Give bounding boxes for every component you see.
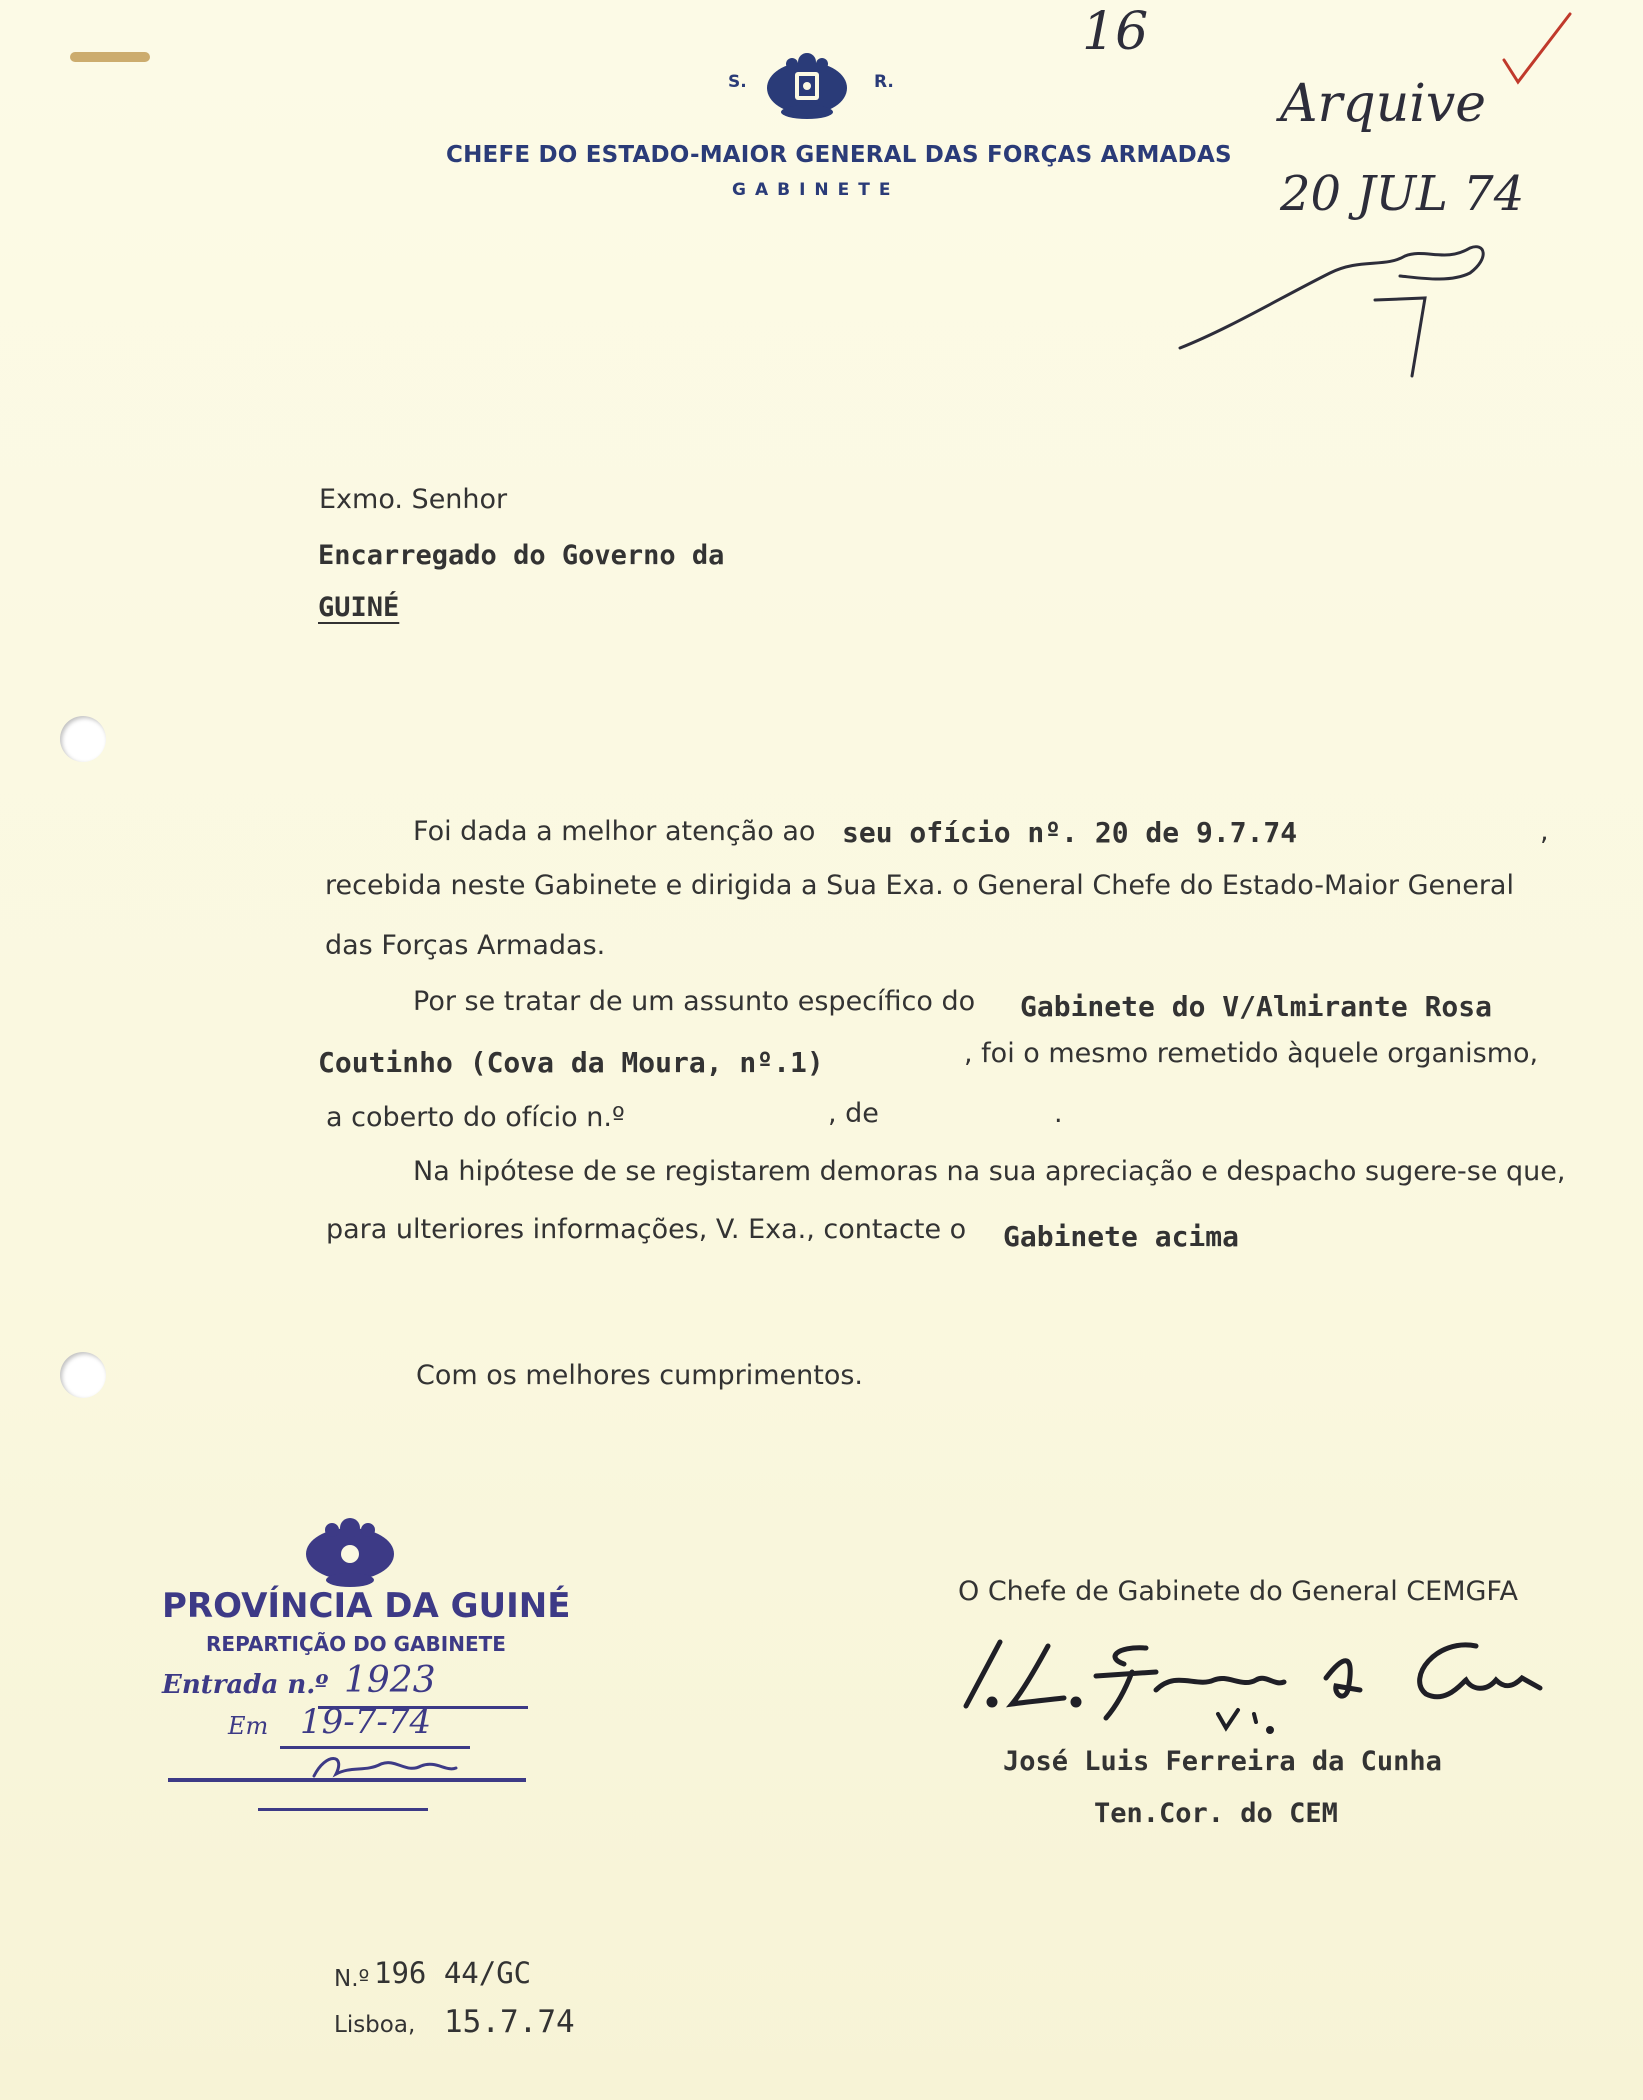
footer-number-value: 196 44/GC — [374, 1956, 532, 1990]
margin-note-line1: Arquive — [1280, 74, 1486, 134]
stamp-department: REPARTIÇÃO DO GABINETE — [206, 1632, 506, 1656]
letterhead-right-letter: R. — [874, 72, 894, 92]
stamp-province: PROVÍNCIA DA GUINÉ — [162, 1586, 571, 1626]
handwritten-signature — [956, 1618, 1556, 1738]
footer-number-label: N.º — [334, 1966, 370, 1992]
punch-hole-top — [60, 716, 106, 762]
body-p2-cover: a coberto do ofício n.º — [326, 1102, 625, 1133]
handwritten-page-number: 16 — [1082, 2, 1149, 62]
stamp-date-value: 19-7-74 — [300, 1702, 432, 1742]
body-p2-of: , de — [828, 1098, 879, 1129]
letterhead-subtitle: GABINETE — [732, 180, 900, 200]
body-p2-office: Gabinete do V/Almirante Rosa — [1020, 990, 1493, 1023]
footer-date-value: 15.7.74 — [444, 2004, 575, 2040]
punch-hole-bottom — [60, 1352, 106, 1398]
signature-role: O Chefe de Gabinete do General CEMGFA — [958, 1576, 1518, 1607]
body-p3-line2: para ulteriores informações, V. Exa., contacte o — [326, 1214, 967, 1245]
stamp-entry-label: Entrada n.º — [162, 1670, 329, 1700]
body-p2-period: . — [1054, 1098, 1063, 1129]
recipient-salutation: Exmo. Senhor — [319, 484, 508, 515]
recipient-title: Encarregado do Governo da — [318, 540, 725, 571]
letterhead-title: CHEFE DO ESTADO-MAIOR GENERAL DAS FORÇAS ARMADAS — [446, 142, 1232, 168]
body-p3-contact: Gabinete acima — [1003, 1220, 1240, 1253]
body-p1-start: Foi dada a melhor atenção ao — [413, 816, 816, 847]
coat-of-arms-icon — [762, 50, 852, 122]
margin-note-signature — [1170, 218, 1510, 388]
body-p1-reference: seu ofício nº. 20 de 9.7.74 — [842, 816, 1298, 849]
body-p2-office-cont: Coutinho (Cova da Moura, nº.1) — [318, 1046, 824, 1079]
body-p1-line3: das Forças Armadas. — [325, 930, 606, 961]
stamp-emblem-icon — [300, 1516, 400, 1590]
red-check-mark — [1496, 8, 1576, 88]
body-p1-comma: , — [1540, 816, 1549, 847]
closing: Com os melhores cumprimentos. — [416, 1360, 864, 1391]
stamp-date-label: Em — [228, 1712, 269, 1740]
footer-place-label: Lisboa, — [334, 2012, 416, 2038]
stamp-initials — [306, 1744, 466, 1794]
stamp-bottom-line — [168, 1778, 526, 1782]
body-p1-line2: recebida neste Gabinete e dirigida a Sua Exa. o General Chefe do Estado-Maior General — [325, 870, 1514, 901]
stain-mark — [70, 52, 150, 62]
margin-note-line2: 20 JUL 74 — [1280, 166, 1525, 222]
signature-rank: Ten.Cor. do CEM — [1094, 1798, 1338, 1829]
recipient-place: GUINÉ — [318, 592, 400, 623]
signature-name: José Luis Ferreira da Cunha — [1003, 1746, 1442, 1777]
stamp-entry-value: 1923 — [344, 1660, 436, 1701]
body-p2-start: Por se tratar de um assunto específico do — [413, 986, 976, 1017]
letterhead-left-letter: S. — [728, 72, 747, 92]
stamp-underline — [258, 1808, 428, 1811]
body-p3-line1: Na hipótese de se registarem demoras na sua apreciação e despacho sugere-se que, — [413, 1156, 1566, 1187]
body-p2-forwarded: , foi o mesmo remetido àquele organismo, — [964, 1038, 1539, 1069]
